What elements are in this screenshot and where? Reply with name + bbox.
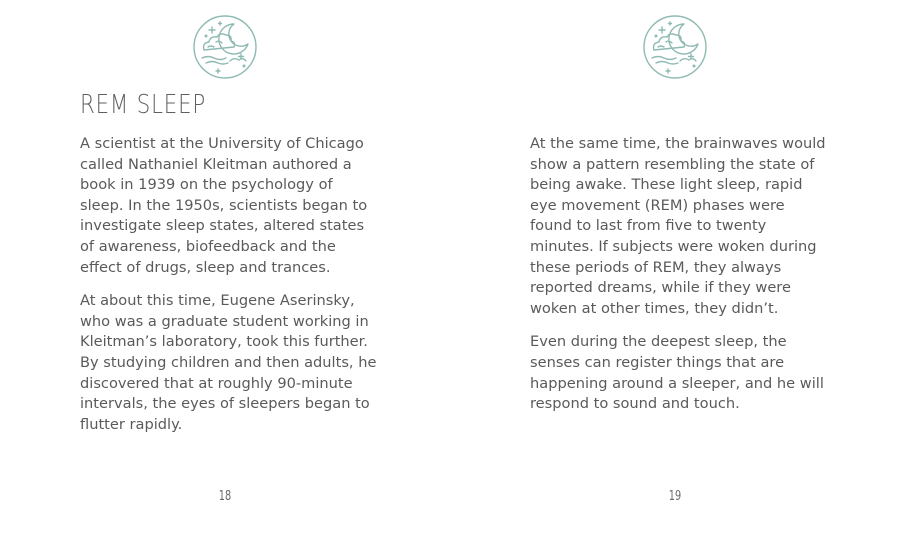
paragraph: A scientist at the University of Chicago called Nathaniel Kleitman authored a book in 1939 on the psychology of sleep. In the 1950s, scientists began to investigate sleep states, altered states of awareness, biofeedback and the effect of drugs, sleep and trances. <box>80 135 368 276</box>
page-number: 18 <box>218 489 232 504</box>
moon-clouds-emblem-icon <box>642 14 708 80</box>
paragraph: At the same time, the brainwaves would show a pattern resembling the state of being awake. These light sleep, rapid eye movement (REM) phases were found to last from five to twenty minutes. If subjects were woken during these periods of REM, they always reported dreams, while if they were woken at other times, they didn’t. <box>530 135 826 317</box>
chapter-title: REM SLEEP <box>80 90 207 120</box>
page-number: 19 <box>668 489 682 504</box>
left-body-text <box>80 134 380 448</box>
right-page <box>450 0 900 546</box>
paragraph: At about this time, Eugene Aserinsky, who was a graduate student working in Kleitman’s laboratory, took this further. By studying children and then adults, he discovered that at roughly 90-minute intervals, the eyes of sleepers began to flutter rapidly. <box>80 292 377 433</box>
right-body-text <box>530 134 830 428</box>
paragraph: Even during the deepest sleep, the senses can register things that are happening around a sleeper, and he will respond to sound and touch. <box>530 333 824 413</box>
moon-clouds-emblem-icon <box>192 14 258 80</box>
